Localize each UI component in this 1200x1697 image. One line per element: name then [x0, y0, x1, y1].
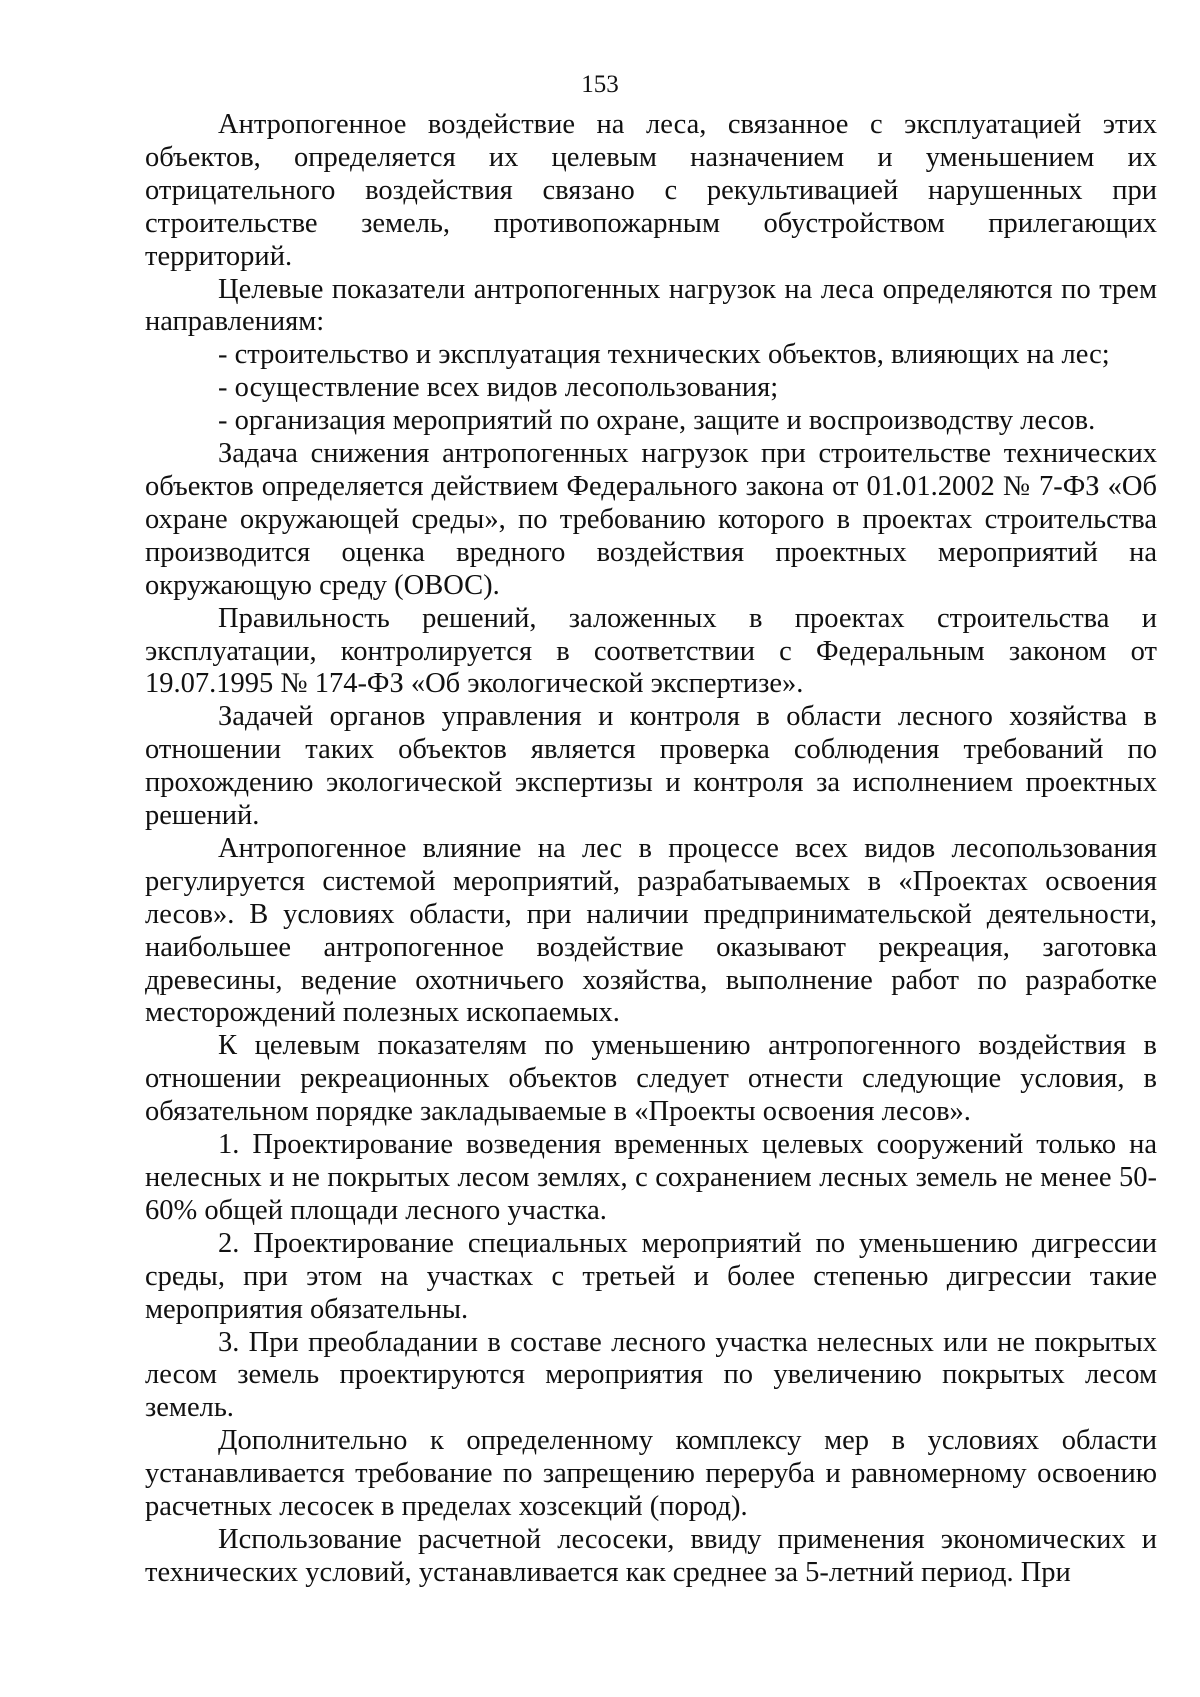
paragraph-additional-measures: Дополнительно к определенному комплексу мер в условиях области устанавливается требование по запрещению переруба и равномерному освоению расчетных лесосек в пределах хозсекций (пород).	[145, 1425, 1157, 1523]
paragraph-decision-control: Правильность решений, заложенных в проектах строительства и эксплуатации, контролируется в соответствии с Федеральным законом от 19.07.1995 № 174-ФЗ «Об экологической экспертизе».	[145, 602, 1157, 700]
paragraph-recreation-targets: К целевым показателям по уменьшению антропогенного воздействия в отношении рекреационных объектов следует отнести следующие условия, в обязательном порядке закладываемые в «Проекты освоения лесов».	[145, 1030, 1157, 1128]
paragraph-target-indicators: Целевые показатели антропогенных нагрузок на леса определяются по трем направлениям:	[145, 273, 1157, 338]
paragraph-item-3: 3. При преобладании в составе лесного участка нелесных или не покрытых лесом земель проектируются мероприятия по увеличению покрытых лесом земель.	[145, 1326, 1157, 1424]
list-item-forest-use: - осуществление всех видов лесопользования;	[218, 372, 779, 404]
paragraph-item-1: 1. Проектирование возведения временных целевых сооружений только на нелесных и не покрытых лесом землях, с сохранением лесных земель не менее 50-60% общей площади лесного участка.	[145, 1129, 1157, 1226]
paragraph-item-2: 2. Проектирование специальных мероприятий по уменьшению дигрессии среды, при этом на участках с третьей и более степенью дигрессии такие мероприятия обязательны.	[145, 1227, 1157, 1325]
paragraph-load-reduction: Задача снижения антропогенных нагрузок при строительстве технических объектов определяется действием Федерального закона от 01.01.2002 № 7-ФЗ «Об охране окружающей среды», по требованию которого в проектах строительства производится оценка вредного воздействия проектных мероприятий на окружающую среду (ОВОС).	[145, 438, 1157, 601]
paragraph-allowable-cut: Использование расчетной лесосеки, ввиду применения экономических и технических условий, устанавливается как среднее за 5-летний период. При	[145, 1523, 1157, 1588]
paragraph-authority-task: Задачей органов управления и контроля в области лесного хозяйства в отношении таких объектов является проверка соблюдения требований по прохождению экологической экспертизы и контроля за исполнением проектных решений.	[145, 701, 1157, 832]
paragraph-forest-impact: Антропогенное воздействие на леса, связанное с эксплуатацией этих объектов, определяется их целевым назначением и уменьшением их отрицательного воздействия связано с рекультивацией нарушенных при строительстве земель, противопожарным обустройством прилегающих территорий.	[145, 109, 1157, 272]
page-number: 153	[581, 71, 619, 98]
list-item-protection: - организация мероприятий по охране, защите и воспроизводству лесов.	[218, 405, 1096, 437]
document-body	[145, 109, 1157, 1590]
list-item-construction: - строительство и эксплуатация технических объектов, влияющих на лес;	[218, 339, 1110, 371]
paragraph-forest-use-impact: Антропогенное влияние на лес в процессе всех видов лесопользования регулируется системой мероприятий, разрабатываемых в «Проектах освоения лесов». В условиях области, при наличии предпринимательской деятельности, наибольшее антропогенное воздействие оказывают рекреация, заготовка древесины, ведение охотничьего хозяйства, выполнение работ по разработке месторождений полезных ископаемых.	[145, 832, 1157, 1029]
